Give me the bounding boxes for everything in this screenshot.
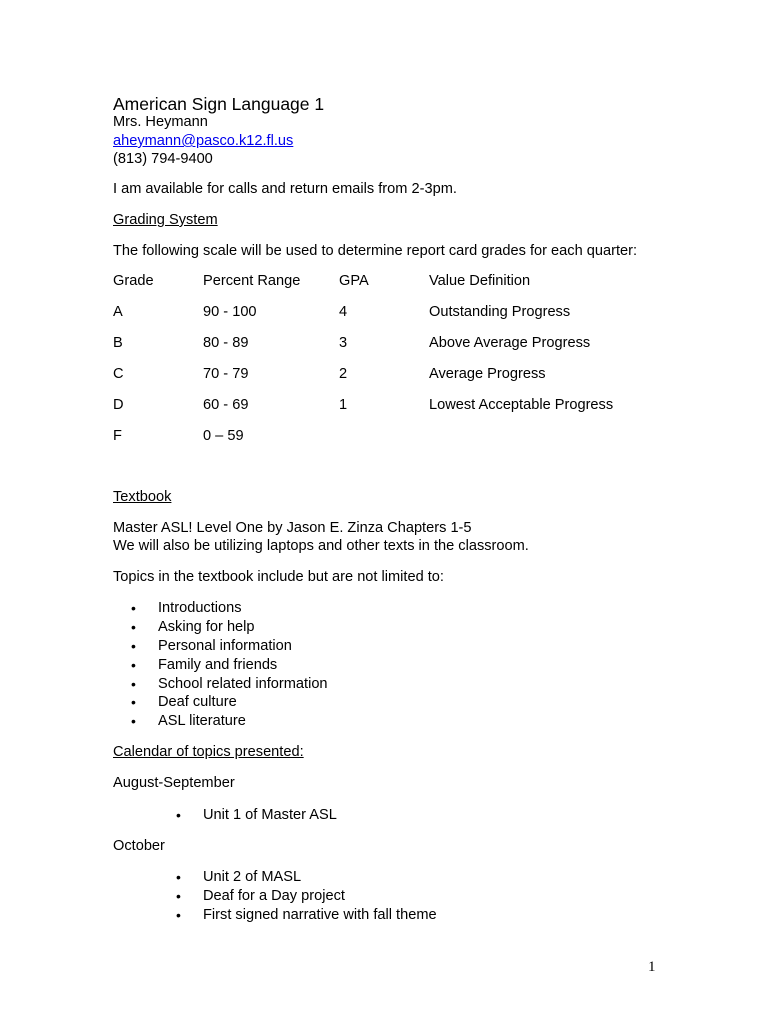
- grading-heading: Grading System: [113, 212, 218, 228]
- cell-grade: B: [113, 335, 123, 351]
- bullet-icon: •: [131, 713, 136, 729]
- month-heading-october: October: [113, 838, 165, 854]
- list-item-text: School related information: [158, 676, 328, 692]
- calendar-heading: Calendar of topics presented:: [113, 744, 304, 760]
- cell-definition: Lowest Acceptable Progress: [429, 397, 614, 413]
- bullet-icon: •: [176, 907, 181, 923]
- cell-grade: A: [113, 304, 123, 320]
- column-header-value-definition: Value Definition: [429, 273, 531, 289]
- document-title: American Sign Language 1: [113, 94, 325, 114]
- textbook-title-line: Master ASL! Level One by Jason E. Zinza Chapters 1-5: [113, 520, 472, 536]
- month-heading-aug-sep: August-September: [113, 775, 235, 791]
- list-item-text: First signed narrative with fall theme: [203, 907, 437, 923]
- cell-gpa: 3: [339, 335, 348, 351]
- bullet-icon: •: [131, 676, 136, 692]
- cell-grade: F: [113, 428, 122, 444]
- bullet-icon: •: [131, 600, 136, 616]
- cell-definition: Average Progress: [429, 366, 546, 382]
- column-header-percent-range: Percent Range: [203, 273, 301, 289]
- cell-grade: D: [113, 397, 124, 413]
- bullet-icon: •: [131, 638, 136, 654]
- bullet-icon: •: [131, 657, 136, 673]
- bullet-icon: •: [176, 888, 181, 904]
- list-item-text: Family and friends: [158, 657, 278, 673]
- textbook-note-line: We will also be utilizing laptops and other texts in the classroom.: [113, 538, 529, 554]
- list-item-text: Introductions: [158, 600, 242, 616]
- cell-percent: 60 - 69: [203, 397, 249, 413]
- list-item-text: Unit 2 of MASL: [203, 869, 302, 885]
- cell-percent: 90 - 100: [203, 304, 257, 320]
- cell-gpa: 1: [339, 397, 348, 413]
- list-item-text: Personal information: [158, 638, 292, 654]
- cell-definition: Above Average Progress: [429, 335, 591, 351]
- list-item-text: Unit 1 of Master ASL: [203, 807, 337, 823]
- email-link[interactable]: aheymann@pasco.k12.fl.us: [113, 133, 294, 149]
- column-header-grade: Grade: [113, 273, 154, 289]
- topics-intro: Topics in the textbook include but are not limited to:: [113, 569, 444, 585]
- cell-percent: 80 - 89: [203, 335, 249, 351]
- bullet-icon: •: [176, 807, 181, 823]
- cell-percent: 70 - 79: [203, 366, 249, 382]
- phone-number: (813) 794-9400: [113, 151, 213, 167]
- list-item-text: Asking for help: [158, 619, 255, 635]
- bullet-icon: •: [131, 619, 136, 635]
- availability-text: I am available for calls and return emails from 2-3pm.: [113, 181, 457, 197]
- cell-gpa: 2: [339, 366, 348, 382]
- page-number: 1: [648, 959, 656, 975]
- bullet-icon: •: [176, 869, 181, 885]
- cell-percent: 0 – 59: [203, 428, 244, 444]
- cell-gpa: 4: [339, 304, 348, 320]
- grading-intro: The following scale will be used to determine report card grades for each quarter:: [113, 243, 638, 259]
- bullet-icon: •: [131, 694, 136, 710]
- list-item-text: Deaf culture: [158, 694, 237, 710]
- cell-definition: Outstanding Progress: [429, 304, 571, 320]
- list-item-text: Deaf for a Day project: [203, 888, 345, 904]
- cell-grade: C: [113, 366, 124, 382]
- teacher-name: Mrs. Heymann: [113, 114, 208, 130]
- list-item-text: ASL literature: [158, 713, 246, 729]
- column-header-gpa: GPA: [339, 273, 369, 289]
- textbook-heading: Textbook: [113, 489, 172, 505]
